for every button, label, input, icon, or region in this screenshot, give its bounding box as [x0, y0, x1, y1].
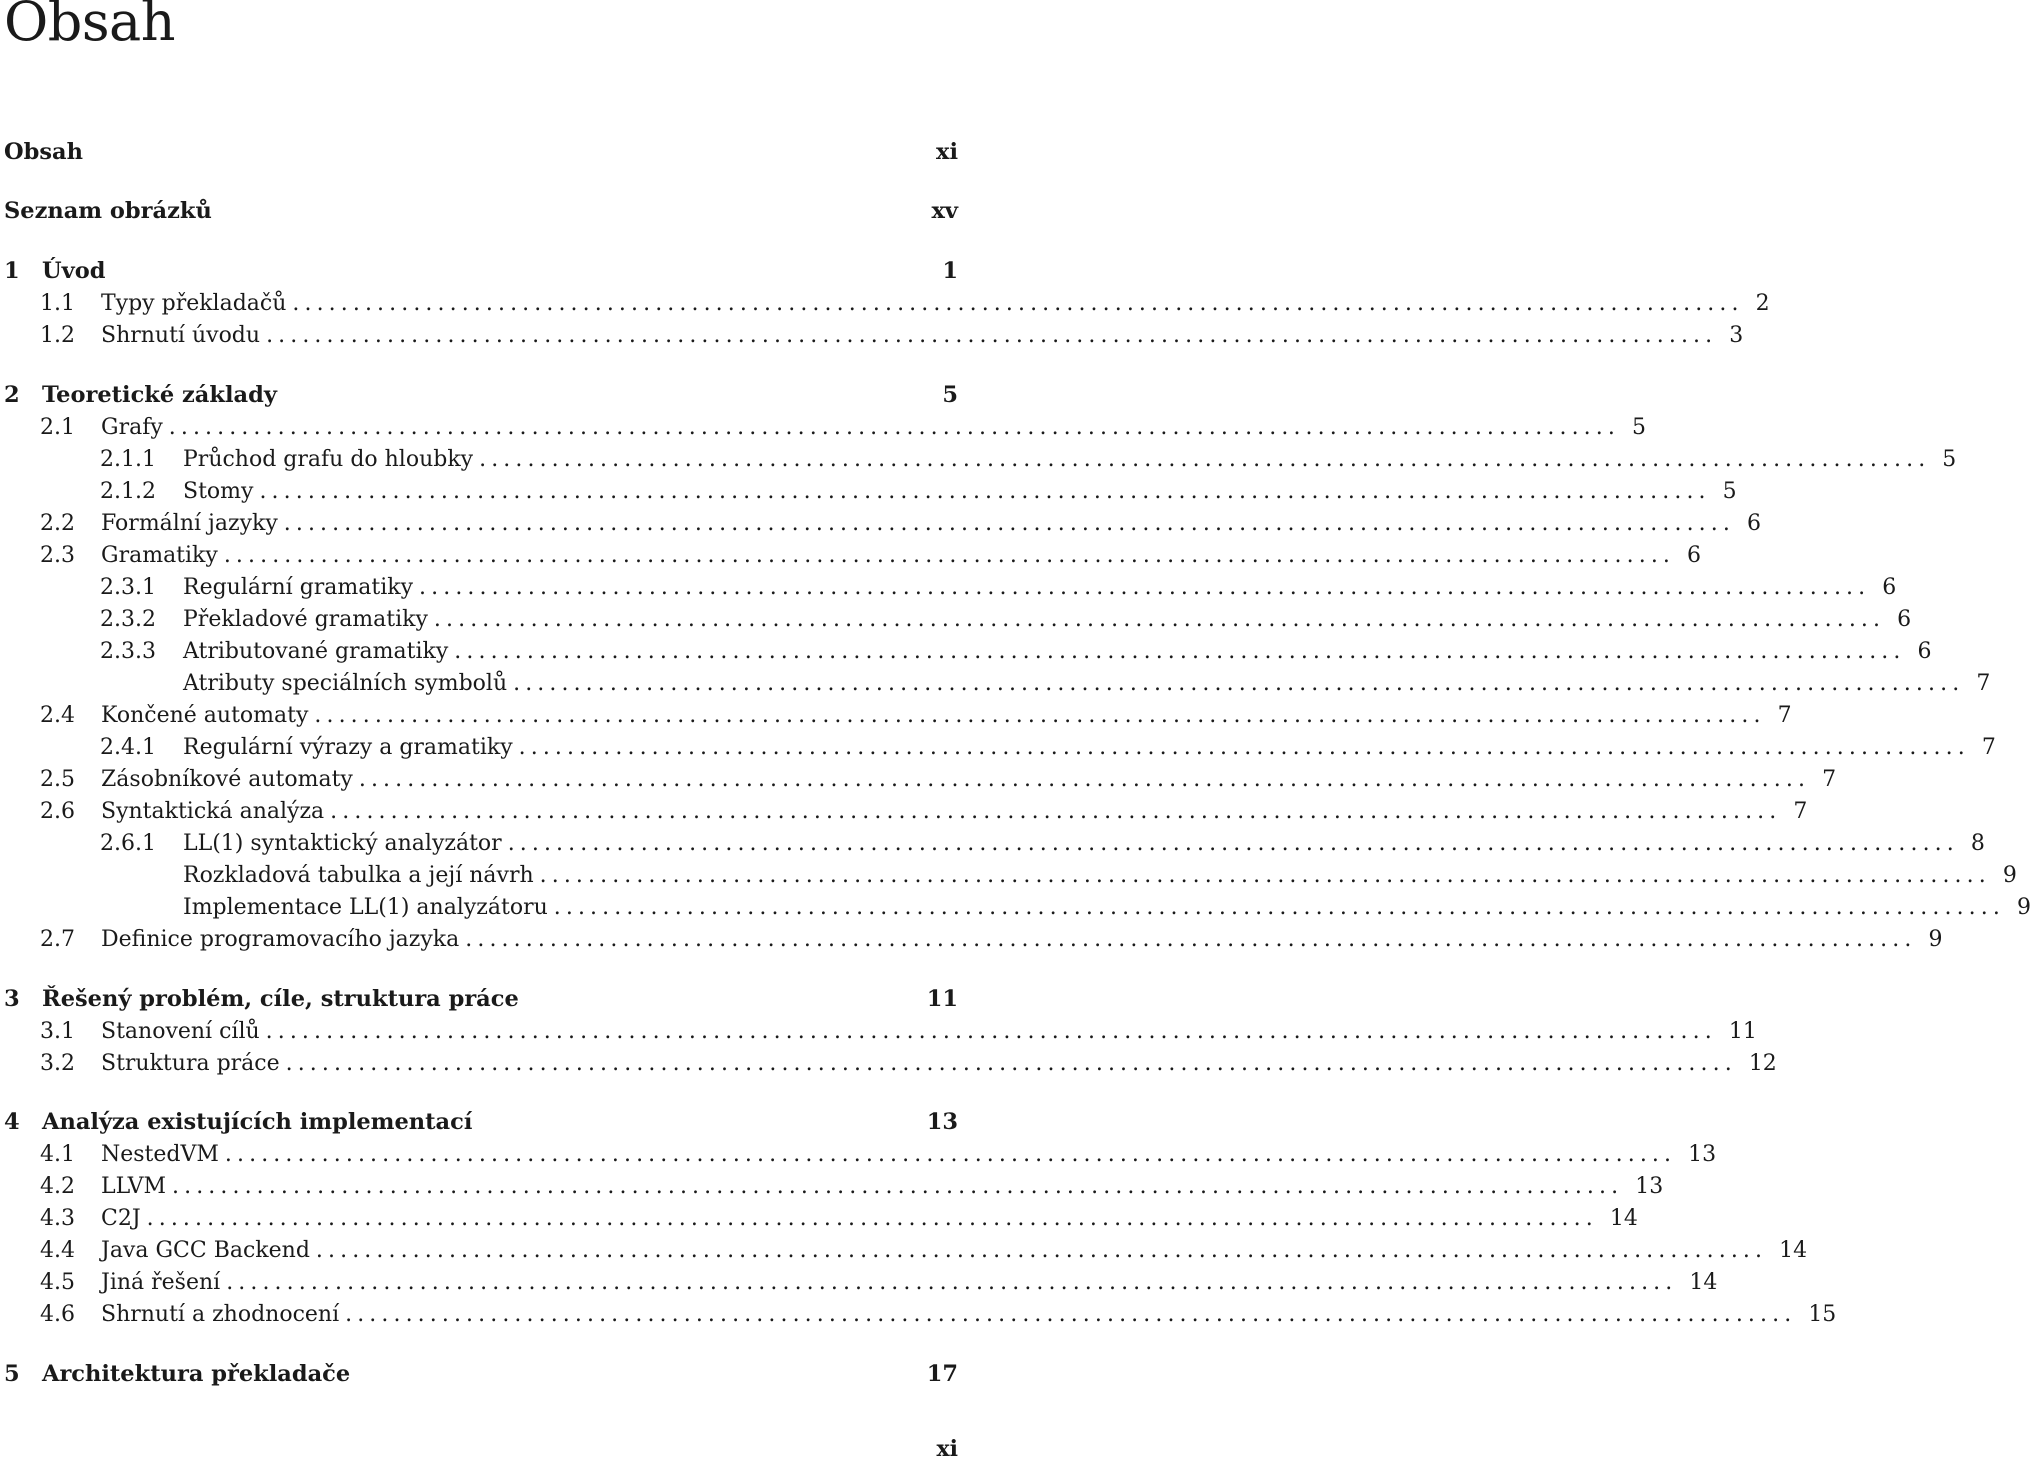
toc-entry[interactable] — [0, 539, 1702, 571]
toc-entry-page: 13 — [1635, 1173, 1664, 1199]
toc-entry-title: Grafy — [101, 414, 163, 440]
toc-entry[interactable] — [0, 983, 960, 1015]
toc-entry-title: Teoretické základy — [42, 382, 277, 408]
toc-entry[interactable] — [0, 1170, 1664, 1202]
toc-entry-number: 2.4.1 — [100, 734, 156, 760]
toc-entry-number: 2.7 — [40, 926, 75, 952]
toc-entry-title: Analýza existujících implementací — [42, 1109, 473, 1135]
toc-entry[interactable] — [0, 255, 960, 287]
toc-entry-title: Překladové gramatiky — [183, 606, 428, 632]
toc-entry[interactable] — [0, 891, 2031, 923]
toc-entry[interactable] — [0, 1138, 1717, 1170]
toc-entry-page: 17 — [926, 1361, 958, 1387]
toc-entry-page: 5 — [1722, 478, 1737, 504]
toc-entry[interactable] — [0, 1358, 960, 1390]
toc-entry-number: 2.5 — [40, 766, 75, 792]
toc-entry[interactable] — [0, 1266, 1718, 1298]
toc-entry-page: 2 — [1755, 290, 1770, 316]
toc-entry-number: 2.1.2 — [100, 478, 156, 504]
toc-entry-number: 1.2 — [40, 322, 75, 348]
toc-entry-title: Atributy speciálních symbolů — [183, 670, 508, 696]
toc-entry-page: 6 — [1746, 510, 1761, 536]
toc-entry-title: Typy překladačů — [101, 290, 287, 316]
toc-entry-number: 2.3.2 — [100, 606, 156, 632]
toc-entry-page: 6 — [1917, 638, 1932, 664]
toc-entry[interactable] — [0, 763, 1837, 795]
toc-entry[interactable] — [0, 795, 1808, 827]
toc-entry[interactable] — [0, 731, 1996, 763]
toc-entry-title: Jiná řešení — [101, 1269, 221, 1295]
toc-entry-number: 4.1 — [40, 1141, 75, 1167]
toc-leader-dots: ........................................................................................................................ — [285, 1050, 1737, 1076]
toc-entry-number: 3.1 — [40, 1018, 75, 1044]
toc-leader-dots: ........................................................................................................................ — [513, 670, 1965, 696]
toc-entry-number: 5 — [4, 1361, 20, 1387]
toc-entry-page: 14 — [1779, 1237, 1808, 1263]
toc-entry-page: 9 — [2002, 862, 2017, 888]
toc-entry-title: Java GCC Backend — [101, 1237, 310, 1263]
toc-entry-page: 11 — [1728, 1018, 1757, 1044]
toc-entry-page: 14 — [1689, 1269, 1718, 1295]
toc-entry[interactable] — [0, 667, 1991, 699]
toc-entry-title: Regulární gramatiky — [183, 574, 414, 600]
toc-entry-page: 12 — [1748, 1050, 1777, 1076]
toc-entry-number: 2.1 — [40, 414, 75, 440]
page-title: Obsah — [4, 0, 176, 53]
toc-entry[interactable] — [0, 699, 1792, 731]
toc-leader-dots: ........................................................................................................................ — [479, 446, 1931, 472]
toc-entry-title: Architektura překladače — [42, 1361, 351, 1387]
toc-leader-dots: ........................................................................................................................ — [315, 1237, 1768, 1263]
toc-entry-page: 1 — [942, 258, 958, 284]
toc-leader-dots: ........................................................................................................................ — [518, 734, 1970, 760]
toc-entry-number: 4.6 — [40, 1301, 75, 1327]
toc-entry-title: Formální jazyky — [101, 510, 278, 536]
toc-leader-dots: ........................................................................................................................ — [283, 510, 1735, 536]
toc-entry[interactable] — [0, 443, 1957, 475]
toc-leader-dots: ........................................................................................................................ — [168, 414, 1620, 440]
toc-entry-number: 2.4 — [40, 702, 75, 728]
toc-entry-page: 6 — [1882, 574, 1897, 600]
toc-entry-title: NestedVM — [101, 1141, 219, 1167]
toc-leader-dots: ........................................................................................................................ — [419, 574, 1871, 600]
toc-leader-dots: ........................................................................................................................ — [539, 862, 1991, 888]
toc-entry-number: 2.2 — [40, 510, 75, 536]
toc-entry-title: Průchod grafu do hloubky — [183, 446, 474, 472]
toc-entry-page: 6 — [1687, 542, 1702, 568]
toc-entry-title: Shrnutí úvodu — [101, 322, 261, 348]
toc-entry-title: Úvod — [42, 258, 106, 284]
toc-entry[interactable] — [0, 923, 1943, 955]
toc-entry-number: 4.3 — [40, 1205, 75, 1231]
toc-entry[interactable] — [0, 1047, 1777, 1079]
toc-entry-number: 4 — [4, 1109, 20, 1135]
toc-entry[interactable] — [0, 635, 1932, 667]
toc-entry-title: Gramatiky — [101, 542, 218, 568]
toc-entry-page: 7 — [1822, 766, 1837, 792]
toc-entry-page: 5 — [1942, 446, 1957, 472]
toc-entry-number: 2.6 — [40, 798, 75, 824]
toc-leader-dots: ........................................................................................................................ — [507, 830, 1959, 856]
toc-entry-page: 11 — [926, 986, 958, 1012]
toc-entry-title: Struktura práce — [101, 1050, 280, 1076]
toc-entry-title: C2J — [101, 1205, 141, 1231]
toc-leader-dots: ........................................................................................................................ — [553, 894, 2005, 920]
toc-entry-page: 5 — [1631, 414, 1646, 440]
toc-entry[interactable] — [0, 603, 1912, 635]
toc-entry-page: xv — [931, 198, 958, 224]
toc-entry-number: 4.2 — [40, 1173, 75, 1199]
toc-entry-page: xi — [936, 139, 958, 165]
toc-entry[interactable] — [0, 507, 1761, 539]
toc-entry-number: 2.3.1 — [100, 574, 156, 600]
toc-entry-title: Definice programovacího jazyka — [101, 926, 460, 952]
toc-entry-title: Končené automaty — [101, 702, 309, 728]
toc-entry[interactable] — [0, 1234, 1808, 1266]
toc-entry-title: Shrnutí a zhodnocení — [101, 1301, 340, 1327]
toc-entry-page: 7 — [1793, 798, 1808, 824]
toc-entry[interactable] — [0, 859, 2017, 891]
toc-entry-title: Implementace LL(1) analyzátoru — [183, 894, 548, 920]
toc-entry-page: 9 — [2016, 894, 2031, 920]
toc-entry-number: 1.1 — [40, 290, 75, 316]
page-number: xi — [936, 1436, 958, 1462]
toc-entry[interactable] — [0, 827, 1985, 859]
toc-entry[interactable] — [0, 1106, 960, 1138]
toc-entry-number: 3.2 — [40, 1050, 75, 1076]
toc-leader-dots: ........................................................................................................................ — [146, 1205, 1598, 1231]
toc-entry-title: Řešený problém, cíle, struktura práce — [42, 986, 519, 1012]
toc-leader-dots: ........................................................................................................................ — [314, 702, 1766, 728]
toc-entry-title: Syntaktická analýza — [101, 798, 325, 824]
toc-entry-page: 8 — [1970, 830, 1985, 856]
toc-entry[interactable] — [0, 379, 960, 411]
toc-leader-dots: ........................................................................................................................ — [223, 542, 1676, 568]
toc-entry-number: 3 — [4, 986, 20, 1012]
toc-entry-page: 5 — [942, 382, 958, 408]
toc-leader-dots: ........................................................................................................................ — [259, 478, 1711, 504]
toc-entry[interactable] — [0, 1015, 1757, 1047]
toc-entry-title: Regulární výrazy a gramatiky — [183, 734, 513, 760]
toc-entry-page: 7 — [1777, 702, 1792, 728]
toc-leader-dots: ........................................................................................................................ — [172, 1173, 1624, 1199]
toc-entry[interactable] — [0, 475, 1737, 507]
toc-leader-dots: ........................................................................................................................ — [454, 638, 1906, 664]
toc-entry-page: 7 — [1981, 734, 1996, 760]
toc-entry-title: Rozkladová tabulka a její návrh — [183, 862, 534, 888]
toc-entry-number: 2.6.1 — [100, 830, 156, 856]
toc-leader-dots: ........................................................................................................................ — [266, 322, 1718, 348]
toc-entry-title: LL(1) syntaktický analyzátor — [183, 830, 502, 856]
toc-leader-dots: ........................................................................................................................ — [224, 1141, 1677, 1167]
toc-entry-number: 2.1.1 — [100, 446, 156, 472]
toc-entry-title: Atributované gramatiky — [183, 638, 449, 664]
toc-entry-page: 13 — [1688, 1141, 1717, 1167]
toc-entry-page: 9 — [1928, 926, 1943, 952]
toc-leader-dots: ........................................................................................................................ — [330, 798, 1782, 824]
toc-entry[interactable] — [0, 136, 960, 168]
toc-entry-page: 15 — [1808, 1301, 1837, 1327]
toc-leader-dots: ........................................................................................................................ — [433, 606, 1886, 632]
toc-entry-number: 2.3 — [40, 542, 75, 568]
toc-entry-page: 13 — [926, 1109, 958, 1135]
toc-entry[interactable] — [0, 319, 1744, 351]
toc-leader-dots: ........................................................................................................................ — [358, 766, 1811, 792]
toc-entry-page: 14 — [1609, 1205, 1638, 1231]
toc-leader-dots: ........................................................................................................................ — [292, 290, 1744, 316]
toc-entry-page: 3 — [1729, 322, 1744, 348]
toc-entry[interactable] — [0, 1202, 1638, 1234]
toc-leader-dots: ........................................................................................................................ — [465, 926, 1917, 952]
toc-entry[interactable] — [0, 195, 960, 227]
toc-entry-title: Obsah — [4, 139, 83, 165]
toc-entry[interactable] — [0, 571, 1897, 603]
toc-leader-dots: ........................................................................................................................ — [226, 1269, 1678, 1295]
toc-entry-title: LLVM — [101, 1173, 167, 1199]
toc-entry-title: Stomy — [183, 478, 254, 504]
toc-entry-number: 2.3.3 — [100, 638, 156, 664]
toc-entry-title: Stanovení cílů — [101, 1018, 260, 1044]
toc-entry-page: 7 — [1976, 670, 1991, 696]
toc-entry-number: 4.4 — [40, 1237, 75, 1263]
toc-entry[interactable] — [0, 411, 1646, 443]
toc-leader-dots: ........................................................................................................................ — [345, 1301, 1797, 1327]
toc-entry-number: 2 — [4, 382, 20, 408]
toc-entry-page: 6 — [1897, 606, 1912, 632]
toc-entry-title: Seznam obrázků — [4, 198, 212, 224]
toc-entry-number: 1 — [4, 258, 20, 284]
toc-entry[interactable] — [0, 287, 1770, 319]
toc-entry-number: 4.5 — [40, 1269, 75, 1295]
toc-entry-title: Zásobníkové automaty — [101, 766, 353, 792]
toc-entry[interactable] — [0, 1298, 1837, 1330]
toc-leader-dots: ........................................................................................................................ — [265, 1018, 1717, 1044]
